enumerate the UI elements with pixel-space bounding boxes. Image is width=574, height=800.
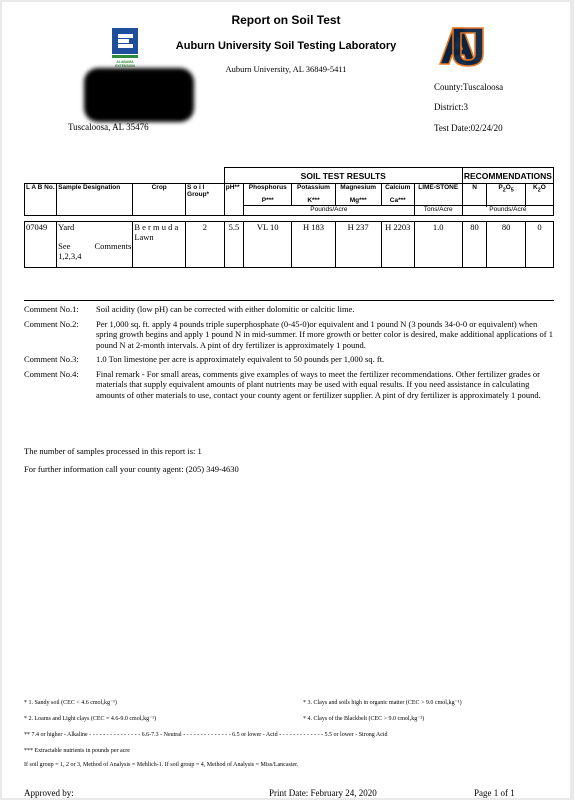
- soil-test-results-heading: SOIL TEST RESULTS: [224, 168, 462, 184]
- recommendations-heading: RECOMMENDATIONS: [462, 168, 553, 184]
- footnote-method: If soil group = 1, 2 or 3, Method of Analysis = Mehlich-1. If soil group = 4, Method of Analysis = Miss/Lancaster.: [24, 762, 299, 768]
- phosphorus-value: VL 10: [244, 222, 292, 268]
- sample-designation: Yard See Comments 1,2,3,4: [57, 222, 133, 268]
- district-label: District:3: [434, 102, 468, 112]
- report-sheet: [2, 2, 570, 798]
- lab-no: 07049: [25, 222, 57, 268]
- col-k2o: $K_2O$: [525, 184, 553, 206]
- footnote-extractable: *** Extractable nutrients in pounds per acre: [24, 748, 130, 754]
- footnote-soil-group-4: * 4. Clays of the Blackbelt (CEC > 9.0 cmolₓkg⁻¹): [303, 716, 425, 722]
- comment-3: Comment No.3: 1.0 Ton limestone per acre is approximately equivalent to 50 pounds per 1,000 sq. ft.: [24, 354, 385, 364]
- svg-text:ALABAMA: ALABAMA: [116, 60, 134, 64]
- county-label: County:Tuscaloosa: [434, 82, 504, 92]
- magnesium-value: H 237: [335, 222, 381, 268]
- approved-by: Approved by:: [24, 788, 74, 798]
- col-ph: pH**: [224, 184, 243, 216]
- comment-4: Comment No.4: Final remark - For small areas, comments give examples of ways to meet the fertilizer recommendations. Other fertilizer grades or materials that supply equivalent amounts of plant nutrients may be used with equal results. If you need assistance in calculating amounts of other materials to use, contact your county agent or fertilizer supplier. A pint of dry fertilizer is approximately 1 pound.: [24, 368, 541, 400]
- footnote-soil-group-1: * 1. Sandy soil (CEC < 4.6 cmolₓkg⁻¹): [24, 700, 117, 706]
- soil-results-table: [24, 167, 554, 268]
- comments-block: [24, 304, 554, 404]
- test-date-label: Test Date:02/24/20: [434, 123, 503, 133]
- divider: [24, 300, 554, 301]
- crop: B e r m u d a Lawn: [133, 222, 186, 268]
- lab-address: Auburn University, AL 36849-5411: [225, 64, 347, 74]
- col-potassium: Potassium K***: [292, 184, 335, 206]
- col-magnesium: Magnesium Mg***: [335, 184, 381, 206]
- col-n: N: [462, 184, 487, 206]
- footnote-soil-group-2: * 2. Loams and Light clays (CEC = 4.6-9.0 cmolₓkg⁻¹): [24, 716, 157, 722]
- potassium-value: H 183: [292, 222, 335, 268]
- col-sample-designation: Sample Designation: [57, 184, 133, 216]
- county-agent-phone: For further information call your county agent: (205) 349-4630: [24, 464, 239, 474]
- col-lab-no: L A B No.: [25, 184, 57, 216]
- ph-value: 5.5: [224, 222, 243, 268]
- redacted-client-block: [84, 68, 194, 122]
- page-number: Page 1 of 1: [474, 788, 515, 798]
- footnote-ph-scale: ** 7.4 or higher - Alkaline - - - - - - - - - - - - - - - 6.6-7.3 - Neutral - - - - - - - - - - - - - - 6.5 or lower - Acid - - - - - - - - - - - - - 5.5 or lower - Strong Acid: [24, 732, 388, 738]
- print-date: Print Date: February 24, 2020: [269, 788, 377, 798]
- col-p2o5: $P_2O_5$: [487, 184, 526, 206]
- k2o-value: 0: [525, 222, 553, 268]
- soil-group: 2: [186, 222, 225, 268]
- lab-name: Auburn University Soil Testing Laboratory: [175, 40, 397, 52]
- unit-tons-acre: Tons/Acre: [414, 206, 462, 216]
- unit-pounds-acre-recs: Pounds/Acre: [462, 206, 553, 216]
- client-city: Tuscaloosa, AL 35476: [68, 122, 149, 132]
- col-soil-group: S o i l Group*: [186, 184, 225, 216]
- calcium-value: H 2203: [381, 222, 414, 268]
- footnote-soil-group-3: * 3. Clays and soils high in organic matter (CEC > 9.0 cmolₓkg⁻¹): [303, 700, 462, 706]
- col-crop: Crop: [133, 184, 186, 216]
- unit-pounds-acre: Pounds/Acre: [244, 206, 415, 216]
- p2o5-value: 80: [487, 222, 526, 268]
- col-phosphorus: Phosphorus P***: [244, 184, 292, 206]
- col-calcium: Calcium Ca***: [381, 184, 414, 206]
- table-row: [25, 222, 554, 268]
- n-value: 80: [462, 222, 487, 268]
- comment-1: Comment No.1: Soil acidity (low pH) can be corrected with either dolomitic or calcitic lime.: [24, 304, 355, 314]
- limestone-value: 1.0: [414, 222, 462, 268]
- col-limestone: LIME-STONE: [414, 184, 462, 206]
- samples-processed: The number of samples processed in this report is: 1: [24, 446, 202, 456]
- svg-text:EXTENSION: EXTENSION: [115, 64, 135, 68]
- comment-2: Comment No.2: Per 1,000 sq. ft. apply 4 pounds triple superphosphate (0-45-0)or equivalent and 1 pound N (3 pounds 34-0-0 or equivalent) when spring growth begins and apply 1 pound N in mid-summer. If more growth or better color is desired, make additional applications of 1 pound N at 2-month intervals. A pint of dry fertilizer is approximately 1 pound.: [24, 318, 554, 350]
- report-title: Report on Soil Test: [231, 13, 341, 27]
